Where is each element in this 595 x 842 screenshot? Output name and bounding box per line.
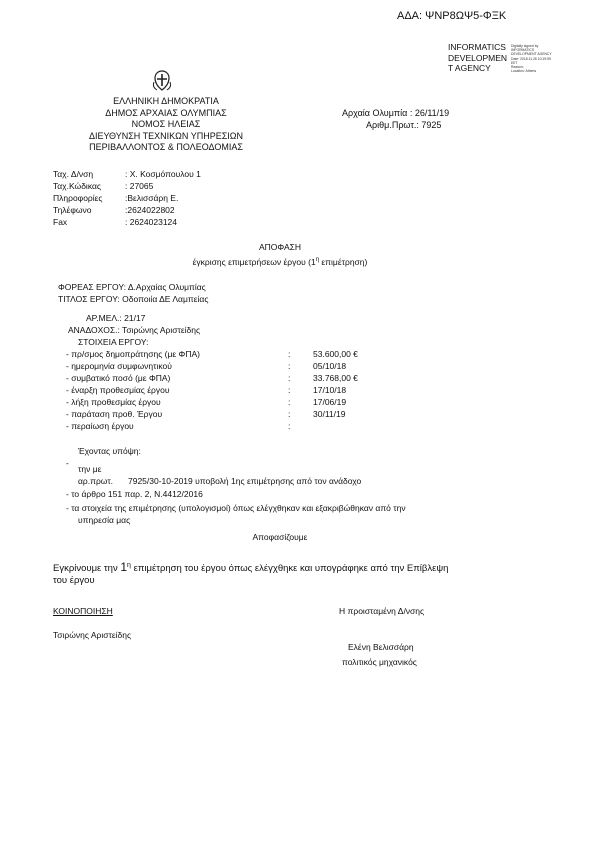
- contractor: ΑΝΑΔΟΧΟΣ.: Τσιρώνης Αριστείδης: [68, 325, 201, 335]
- stamp-detail: Date: 2018.11.26 10:19:59: [511, 56, 551, 61]
- header-line: ΕΛΛΗΝΙΚΗ ΔΗΜΟΚΡΑΤΙΑ: [113, 96, 219, 106]
- project-data-label: - συμβατικό ποσό (με ΦΠΑ): [66, 373, 171, 383]
- contact-value: :2624022802: [125, 205, 175, 215]
- signer-role: Η προισταμένη Δ/νσης: [339, 606, 425, 616]
- protocol-number: Αριθμ.Πρωτ.: 7925: [366, 120, 442, 130]
- notification-heading: ΚΟΙΝΟΠΟΙΗΣΗ: [53, 606, 113, 616]
- project-data-label: - πρ/σμος δημοπράτησης (με ΦΠΑ): [66, 349, 200, 359]
- project-data-value: 33.768,00 €: [313, 373, 358, 383]
- ar-mel: ΑΡ.ΜΕΛ.: 21/17: [86, 313, 146, 323]
- stamp-detail: EET: [511, 60, 518, 65]
- header-line: ΠΕΡΙΒΑΛΛΟΝΤΟΣ & ΠΟΛΕΟΔΟΜΙΑΣ: [89, 142, 243, 152]
- signature-stamp-details: [511, 44, 552, 73]
- contact-label: Fax: [53, 217, 68, 227]
- approval-number: 1: [120, 560, 128, 574]
- consideration-item1-a: την με: [78, 464, 102, 474]
- header-line: ΔΗΜΟΣ ΑΡΧΑΙΑΣ ΟΛΥΜΠΙΑΣ: [105, 107, 227, 118]
- approval-text-line2: του έργου: [53, 575, 95, 586]
- contact-label: Τηλέφωνο: [53, 205, 92, 215]
- stamp-line: INFORMATICS: [448, 42, 506, 52]
- contact-value: : 27065: [125, 181, 154, 191]
- contact-label: Πληροφορίες: [53, 193, 103, 203]
- decision-title: ΑΠΟΦΑΣΗ: [258, 242, 302, 252]
- ada-code: ΑΔΑ: ΨΝΡ8ΩΨ5-ΦΞΚ: [397, 10, 507, 22]
- project-data-value: 05/10/18: [313, 361, 347, 371]
- project-data-colon: :: [288, 385, 291, 395]
- approval-text: [53, 560, 448, 574]
- header-line: ΝΟΜΟΣ ΗΛΕΙΑΣ: [131, 119, 201, 129]
- consideration-bullet: -: [66, 458, 69, 468]
- notification-recipient: Τσιρώνης Αριστείδης: [53, 630, 132, 640]
- project-data-colon: :: [288, 421, 291, 431]
- project-data-colon: :: [288, 361, 291, 371]
- header-line: ΔΙΕΥΘΥΝΣΗ ΤΕΧΝΙΚΩΝ ΥΠΗΡΕΣΙΩΝ: [89, 130, 243, 141]
- project-data-label: - έναρξη προθεσμίας έργου: [66, 385, 170, 395]
- contact-value: : Χ. Κοσμόπουλου 1: [125, 169, 201, 179]
- project-data-value: 17/06/19: [313, 397, 347, 407]
- contact-label: Ταχ. Δ/νση: [53, 169, 94, 179]
- considering-heading: Έχοντας υπόψη:: [78, 446, 141, 456]
- project-data-colon: :: [288, 409, 291, 419]
- contact-label: Ταχ.Κώδικας: [53, 181, 101, 191]
- consideration-item2: - το άρθρο 151 παρ. 2, Ν.4412/2016: [66, 489, 203, 499]
- stamp-line: DEVELOPMEN: [448, 52, 508, 63]
- decision-subtitle: [0, 257, 560, 267]
- project-data-label: - λήξη προθεσμίας έργου: [66, 397, 161, 407]
- project-data-colon: :: [288, 373, 291, 383]
- project-data-colon: :: [288, 349, 291, 359]
- consideration-item3-b: υπηρεσία μας: [78, 515, 131, 525]
- stamp-detail: INFORMATICS: [511, 48, 535, 53]
- signer-title: πολιτικός μηχανικός: [342, 657, 417, 667]
- signature-stamp-label: [448, 42, 507, 74]
- consideration-item1-c: 7925/30-10-2019 υποβολή 1ης επιμέτρησης από τον ανάδοχο: [128, 476, 362, 486]
- project-data-value: 53.600,00 €: [313, 349, 358, 359]
- project-data-value: 30/11/19: [313, 409, 346, 419]
- authority-header: [66, 96, 266, 154]
- stamp-detail: Digitally signed by: [511, 44, 539, 48]
- project-data-label: - ημερομηνία συμφωνητικού: [66, 361, 172, 371]
- stamp-detail: Location: Athens: [511, 69, 537, 74]
- project-data-colon: :: [288, 397, 291, 407]
- subtitle-text-end: επιμέτρηση): [319, 257, 368, 267]
- contact-value: : 2624023124: [125, 217, 177, 227]
- place-date: Αρχαία Ολυμπία : 26/11/19: [342, 108, 450, 118]
- approval-pre: Εγκρίνουμε την: [53, 563, 121, 574]
- consideration-item1-b: αρ.πρωτ.: [78, 476, 114, 486]
- subtitle-text: έγκρισης επιμετρήσεων έργου (1: [192, 257, 316, 267]
- project-data-title: ΣΤΟΙΧΕΙΑ ΕΡΓΟΥ:: [78, 337, 149, 347]
- project-data-label: - περαίωση έργου: [66, 421, 134, 431]
- approval-sup: η: [127, 561, 131, 569]
- contact-value: :Βελισσάρη Ε.: [125, 193, 179, 203]
- stamp-detail: DEVELOPMENT AGENCY: [511, 52, 552, 57]
- project-owner: ΦΟΡΕΑΣ ΕΡΓΟΥ: Δ.Αρχαίας Ολυμπίας: [58, 282, 206, 292]
- project-data-value: 17/10/18: [313, 385, 347, 395]
- project-data-label: - παράταση προθ. Έργου: [66, 409, 163, 419]
- consideration-item3-a: - τα στοιχεία της επιμέτρησης (υπολογισμοί) όπως ελέγχθηκαν και εξακριβώθηκαν από την: [66, 503, 406, 513]
- stamp-line: T AGENCY: [448, 63, 491, 73]
- greek-emblem-icon: [152, 70, 172, 92]
- we-decide: Αποφασίζουμε: [252, 532, 308, 542]
- approval-post: επιμέτρηση του έργου όπως ελέγχθηκε και υπογράφηκε από την Επίβλεψη: [130, 563, 449, 574]
- signer-name: Ελένη Βελισσάρη: [348, 642, 414, 652]
- stamp-detail: Reason:: [511, 65, 524, 70]
- subtitle-sup: η: [315, 257, 320, 264]
- project-title: ΤΙΤΛΟΣ ΕΡΓΟΥ: Οδοποιία ΔΕ Λαμπείας: [58, 294, 209, 304]
